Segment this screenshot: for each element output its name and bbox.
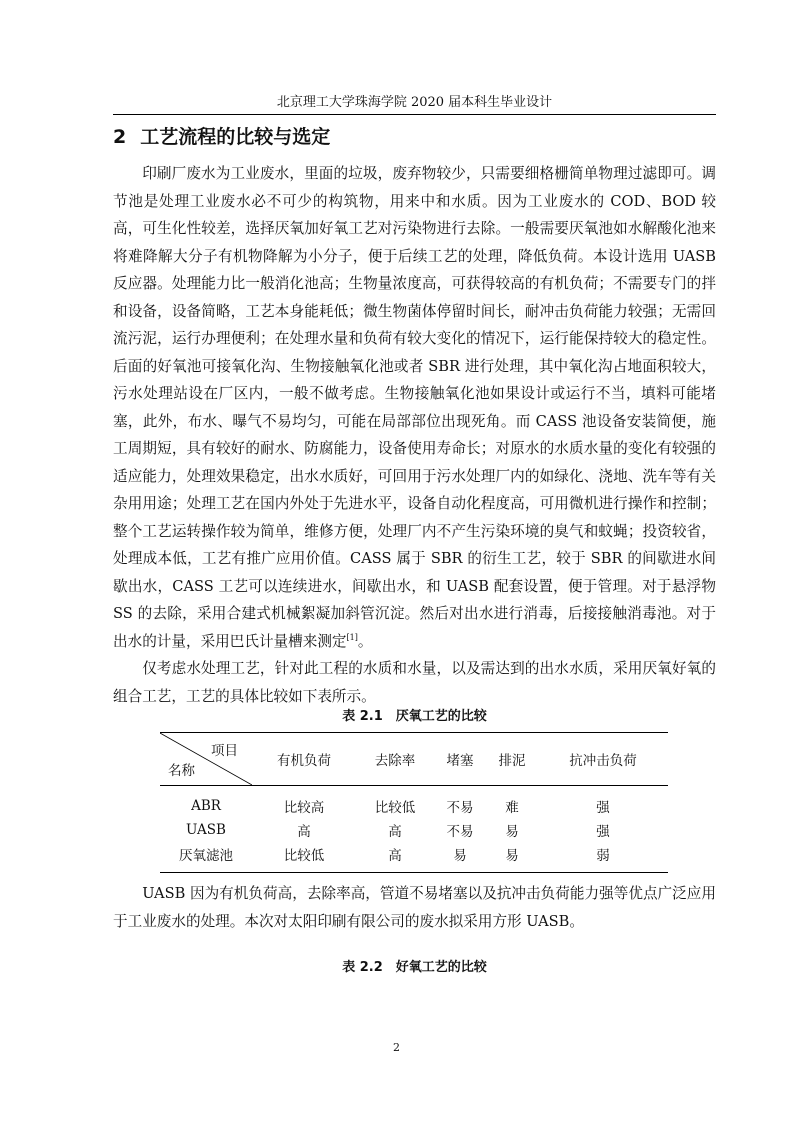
column-header: 排泥 <box>498 753 526 769</box>
page-number: 2 <box>393 1041 400 1054</box>
paragraph-1 <box>113 160 716 655</box>
table-cell: 不易 <box>446 800 474 816</box>
column-header: 有机负荷 <box>277 753 331 769</box>
table-cell: 不易 <box>446 824 474 840</box>
table-cell: 易 <box>505 848 519 864</box>
table-cell: 高 <box>388 848 402 864</box>
table-cell: 高 <box>388 824 402 840</box>
paragraph-1-end: 。 <box>357 632 373 650</box>
table-cell: 难 <box>505 800 519 816</box>
corner-label-name: 名称 <box>168 763 195 779</box>
table-cell: 比较高 <box>283 800 325 816</box>
section-number: 2 <box>113 126 127 148</box>
table-2-caption: 表 2.2 好氧工艺的比较 <box>342 960 487 975</box>
table-1 <box>160 732 668 873</box>
column-header: 抗冲击负荷 <box>569 753 637 769</box>
row-name: UASB <box>186 822 226 838</box>
paragraph-2: 仅考虑水处理工艺，针对此工程的水质和水量，以及需达到的出水水质，采用厌氧好氧的组合工艺，工艺的具体比较如下表所示。 <box>113 660 716 705</box>
table-1-caption: 表 2.1 厌氧工艺的比较 <box>342 709 487 724</box>
table-row <box>160 842 668 873</box>
diagonal-corner-cell <box>160 733 252 786</box>
table-cell: 比较低 <box>283 848 325 864</box>
citation-1: [1] <box>346 632 358 642</box>
corner-label-item: 项目 <box>211 743 238 759</box>
table-cell: 比较低 <box>374 800 416 816</box>
anaerobic-comparison-table <box>160 732 668 873</box>
table-cell: 易 <box>453 848 467 864</box>
section-title <box>113 124 330 150</box>
column-header: 堵塞 <box>446 753 474 769</box>
table-header-row <box>160 733 668 786</box>
row-name: 厌氧滤池 <box>179 848 233 864</box>
table-cell: 弱 <box>596 848 610 864</box>
column-header: 去除率 <box>374 753 416 769</box>
page-header: 北京理工大学珠海学院 2020 届本科生毕业设计 <box>276 95 553 110</box>
table-row <box>160 818 668 842</box>
table-cell: 高 <box>297 824 311 840</box>
body-text <box>113 160 716 710</box>
header-rule <box>113 114 716 115</box>
section-title-text: 工艺流程的比较与选定 <box>140 126 331 148</box>
body-text-after-table <box>113 880 716 935</box>
paragraph-3: UASB 因为有机负荷高，去除率高，管道不易堵塞以及抗冲击负荷能力强等优点广泛应用于工业废水的处理。本次对太阳印刷有限公司的废水拟采用方形 UASB。 <box>113 885 716 930</box>
table-cell: 强 <box>596 800 610 816</box>
table-cell: 易 <box>505 824 519 840</box>
table-row <box>160 786 668 819</box>
table-cell: 强 <box>596 824 610 840</box>
row-name: ABR <box>191 798 221 814</box>
paragraph-1-text: 印刷厂废水为工业废水，里面的垃圾，废弃物较少，只需要细格栅简单物理过滤即可。调节池是处理工业废水必不可少的构筑物，用来中和水质。因为工业废水的 COD、BOD 较高，可生化性较差，选择厌氧加好氧工艺对污染物进行去除。一般需要厌氧池如水解酸化池来将难降解大分子有机物降解为小分子，便于后续工艺的处理，降低负荷。本设计选用 UASB 反应器。处理能力比一般消化池高；生物量浓度高，可获得较高的有机负荷；不需要专门的拌和设备，设备简略，工艺本身能耗低；微生物菌体停留时间长，耐冲击负荷能力较强；无需回流污泥，运行办理便利；在处理水量和负荷有较大变化的情况下，运行能保持较大的稳定性。后面的好氧池可接氧化沟、生物接触氧化池或者 SBR 进行处理，其中氧化沟占地面积较大，污水处理站设在厂区内，一般不做考虑。生物接触氧化池如果设计或运行不当，填料可能堵塞，此外，布水、曝气不易均匀，可能在局部部位出现死角。而 CASS 池设备安装简便，施工周期短，具有较好的耐水、防腐能力，设备使用寿命长；对原水的水质水量的变化有较强的适应能力，处理效果稳定，出水水质好，可回用于污水处理厂内的如绿化、浇地、洗车等有关杂用用途；处理工艺在国内外处于先进水平，设备自动化程度高，可用微机进行操作和控制；整个工艺运转操作较为简单，维修方便，处理厂内不产生污染环境的臭气和蚊蝇；投资较省，处理成本低，工艺有推广应用价值。CASS 属于 SBR 的衍生工艺，较于 SBR 的间歇进水间歇出水，CASS 工艺可以连续进水，间歇出水，和 UASB 配套设置，便于管理。对于悬浮物 SS 的去除，采用合建式机械絮凝加斜管沉淀。然后对出水进行消毒，后接接触消毒池。对于出水的计量，采用巴氏计量槽来测定 <box>113 165 716 650</box>
